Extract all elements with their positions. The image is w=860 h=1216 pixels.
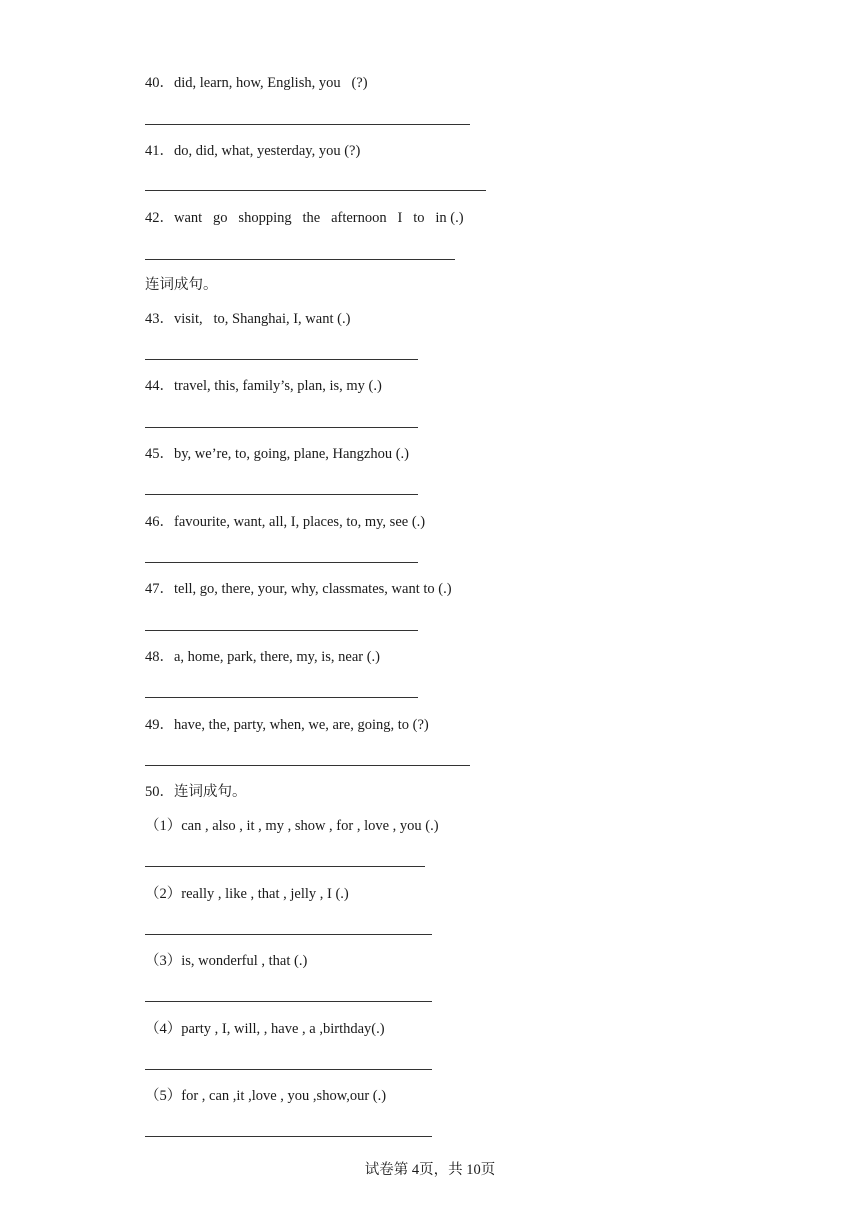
answer-line-49[interactable] — [145, 765, 470, 766]
question-41-prompt: 41．do, did, what, yesterday, you (?) — [145, 143, 361, 159]
question-43-prompt: 43．visit, to, Shanghai, I, want (.) — [145, 311, 351, 327]
question-50-5-prompt: （5）for , can ,it ,love , you ,show,our (.) — [145, 1088, 387, 1104]
answer-line-50-4[interactable] — [145, 1069, 432, 1070]
question-50-4-prompt: （4）party , I, will, , have , a ,birthday(.) — [145, 1021, 385, 1037]
question-47-prompt: 47．tell, go, there, your, why, classmates, want to (.) — [145, 581, 452, 597]
answer-line-50-1[interactable] — [145, 866, 425, 867]
answer-line-41[interactable] — [145, 190, 486, 191]
answer-line-44[interactable] — [145, 427, 418, 428]
answer-line-50-5[interactable] — [145, 1136, 432, 1137]
section-instruction: 连词成句。 — [145, 277, 218, 293]
answer-line-43[interactable] — [145, 359, 418, 360]
question-45-prompt: 45．by, we’re, to, going, plane, Hangzhou (.) — [145, 446, 410, 462]
question-42-prompt: 42．want go shopping the afternoon I to in (.) — [145, 210, 464, 226]
answer-line-50-3[interactable] — [145, 1001, 432, 1002]
question-46-prompt: 46．favourite, want, all, I, places, to, my, see (.) — [145, 514, 426, 530]
answer-line-48[interactable] — [145, 697, 418, 698]
answer-line-40[interactable] — [145, 124, 470, 125]
question-44-prompt: 44．travel, this, family’s, plan, is, my (.) — [145, 378, 382, 394]
answer-line-45[interactable] — [145, 494, 418, 495]
question-40-prompt: 40．did, learn, how, English, you (?) — [145, 75, 368, 91]
question-50-heading: 50．连词成句。 — [145, 784, 247, 800]
answer-line-42[interactable] — [145, 259, 455, 260]
question-50-1-prompt: （1）can , also , it , my , show , for , love , you (.) — [145, 818, 439, 834]
question-49-prompt: 49．have, the, party, when, we, are, going, to (?) — [145, 717, 429, 733]
answer-line-46[interactable] — [145, 562, 418, 563]
page-footer: 试卷第 4页，共 10页 — [364, 1162, 496, 1178]
question-48-prompt: 48．a, home, park, there, my, is, near (.) — [145, 649, 381, 665]
answer-line-50-2[interactable] — [145, 934, 432, 935]
question-50-3-prompt: （3）is, wonderful , that (.) — [145, 953, 308, 969]
answer-line-47[interactable] — [145, 630, 418, 631]
question-50-2-prompt: （2）really , like , that , jelly , I (.) — [145, 886, 349, 902]
